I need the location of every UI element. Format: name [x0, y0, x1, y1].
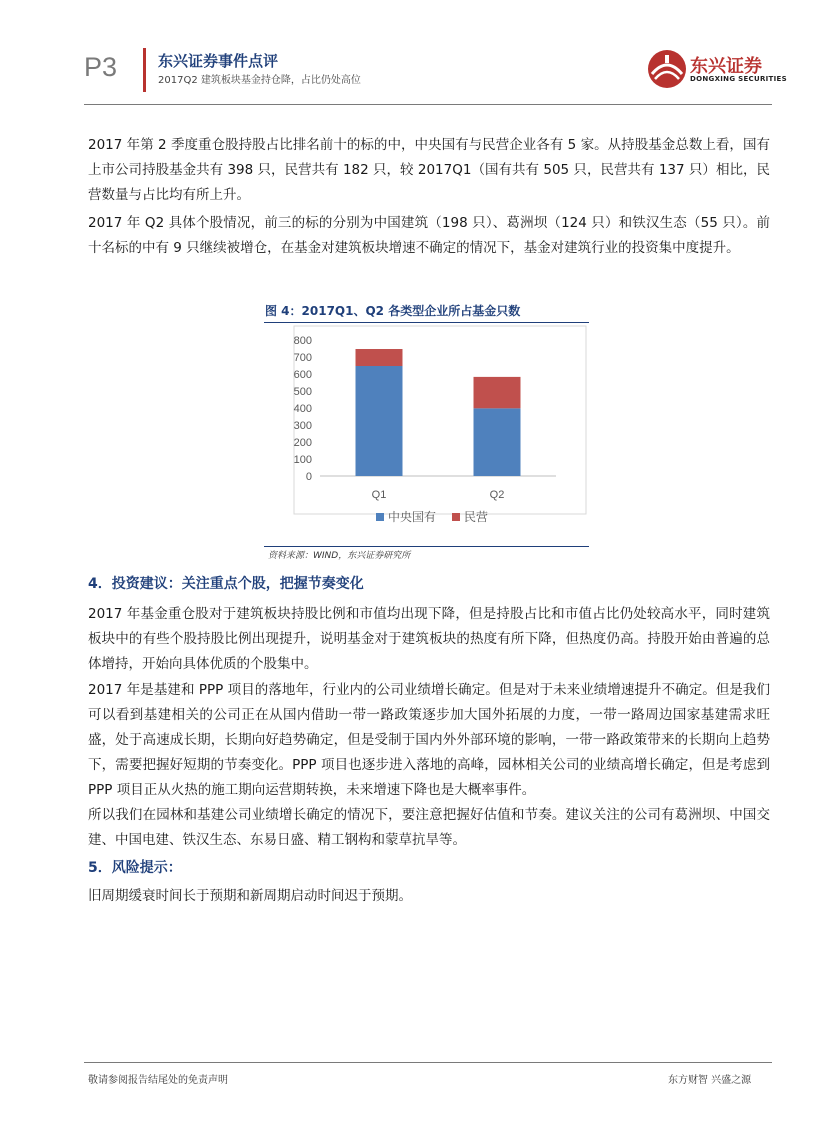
paragraph-q2-stocks: 2017 年 Q2 具体个股情况，前三的标的分别为中国建筑（198 只）、葛洲坝（124 只）和铁汉生态（55 只）。前十名标的中有 9 只继续被增仓，在基金对建筑板块增速不确定的情况下，基金对建筑行业的投资集中度提升。 [88, 215, 770, 256]
figure-bottom-rule [264, 546, 589, 547]
y-tick-label: 800 [293, 335, 312, 347]
figure-source-note: 资料来源：WIND，东兴证券研究所 [268, 551, 411, 561]
x-tick-label: Q1 [371, 489, 387, 501]
report-type-title: 东兴证券事件点评 [158, 52, 279, 70]
paragraph-holdings: 2017 年第 2 季度重仓股持股占比排名前十的标的中，中央国有与民营企业各有 5 家。从持股基金总数上看，国有上市公司持股基金共有 398 只，民营共有 182 只，较 2017Q1（国有共有 505 只，民营共有 137 只）相比，民营数量与占比均有所上升。 [88, 137, 770, 203]
page-number: P3 [84, 52, 118, 82]
legend-label: 中央国有 [388, 510, 437, 524]
section-heading-risk: 5．风险提示： [88, 860, 182, 876]
paragraph-risk: 旧周期缓衰时间长于预期和新周期启动时间迟于预期。 [88, 888, 412, 904]
stacked-bar-chart [264, 323, 589, 545]
header-rule [84, 104, 772, 105]
y-tick-label: 100 [293, 454, 312, 466]
bar-民营-Q1 [356, 349, 403, 366]
legend-swatch-中央国有 [376, 513, 384, 521]
logo-name: 东兴证券 [690, 56, 762, 77]
x-tick-label: Q2 [489, 489, 505, 501]
logo-subtitle: DONGXING SECURITIES [690, 75, 787, 83]
legend-swatch-民营 [452, 513, 460, 521]
y-tick-label: 600 [293, 369, 312, 381]
bar-民营-Q2 [474, 377, 521, 408]
header-separator [143, 48, 146, 92]
footer-slogan: 东方财智 兴盛之源 [668, 1075, 752, 1086]
footer-rule [84, 1062, 772, 1063]
figure-title: 图 4：2017Q1、Q2 各类型企业所占基金只数 [265, 304, 521, 318]
paragraph-fund-trend: 2017 年基金重仓股对于建筑板块持股比例和市值均出现下降，但是持股占比和市值占比仍处较高水平，同时建筑板块中的有些个股持股比例出现提升，说明基金对于建筑板块的热度有所下降，但热度仍高。持股开始由普遍的总体增持，开始向具体优质的个股集中。 [88, 606, 770, 672]
footer-disclaimer: 敬请参阅报告结尾处的免责声明 [88, 1075, 228, 1086]
bar-中央国有-Q2 [474, 408, 521, 476]
y-tick-label: 500 [293, 386, 312, 398]
paragraph-recommendation: 所以我们在园林和基建公司业绩增长确定的情况下，要注意把握好估值和节奏。建议关注的公司有葛洲坝、中国交建、中国电建、铁汉生态、东易日盛、精工钢构和蒙草抗旱等。 [88, 807, 770, 848]
y-tick-label: 300 [293, 420, 312, 432]
report-subtitle: 2017Q2 建筑板块基金持仓降，占比仍处高位 [158, 75, 361, 86]
y-tick-label: 0 [305, 471, 312, 483]
chart-plot-frame [294, 326, 586, 514]
y-tick-label: 200 [293, 437, 312, 449]
legend-label: 民营 [464, 510, 489, 524]
section-heading-investment: 4．投资建议：关注重点个股，把握节奏变化 [88, 576, 364, 592]
bar-中央国有-Q1 [356, 366, 403, 476]
paragraph-outlook: 2017 年是基建和 PPP 项目的落地年，行业内的公司业绩增长确定。但是对于未来业绩增速提升不确定。但是我们可以看到基建相关的公司正在从国内借助一带一路政策逐步加大国外拓展的力度，一带一路周边国家基建需求旺盛，处于高速成长期，长期向好趋势确定，但是受制于国内外外部环境的影响，一带一路政策带来的长期向上趋势下，需要把握好短期的节奏变化。PPP 项目也逐步进入落地的高峰，园林相关公司的业绩高增长确定，但是考虑到 PPP 项目正从火热的施工期向运营期转换，未来增速下降也是大概率事件。 [88, 682, 770, 798]
y-tick-label: 400 [293, 403, 312, 415]
y-tick-label: 700 [293, 352, 312, 364]
